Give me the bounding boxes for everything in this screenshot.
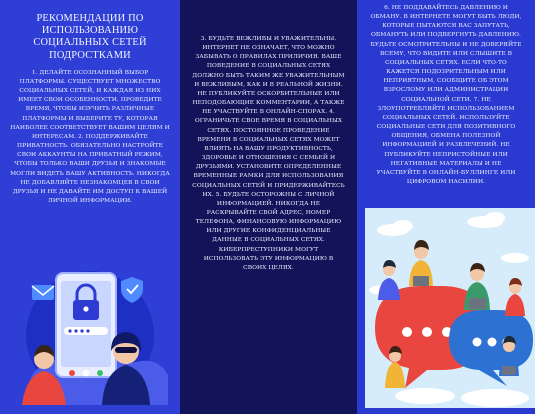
panel-3 bbox=[357, 0, 535, 414]
social-network-illustration bbox=[365, 208, 535, 408]
panel-2 bbox=[180, 0, 357, 414]
panel-3-text: 6. НЕ ПОДДАВАЙТЕСЬ ДАВЛЕНИЮ И ОБМАНУ. В ИНТЕРНЕТЕ МОГУТ БЫТЬ ЛЮДИ, КОТОРЫЕ ПЫТАЮТСЯ ВАС ЗАПУТАТЬ, ОБМАНУТЬ ИЛИ ПОДВЕРГНУТЬ ДАВЛЕНИЮ. БУДЬТЕ ОСМОТРИТЕЛЬНЫ И НЕ ДОВЕРЯЙТЕ ВСЕМУ, ЧТО ВИДИТЕ ИЛИ СЛЫШИТЕ В СОЦИАЛЬНЫХ СЕТЯХ. ЕСЛИ ЧТО-ТО КАЖЕТСЯ ПОДОЗРИТЕЛЬНЫМ ИЛИ НЕПРИЯТНЫМ, СООБЩИТЕ ОБ ЭТОМ ВЗРОСЛОМУ ИЛИ АДМИНИСТРАЦИИ СОЦИАЛЬНОЙ СЕТИ. 7. НЕ ЗЛОУПОТРЕБЛЯЙТЕ ИСПОЛЬЗОВАНИЕМ СОЦИАЛЬНЫХ СЕТЕЙ. ИСПОЛЬЗУЙТЕ СОЦИАЛЬНЫЕ СЕТИ ДЛЯ ПОЗИТИВНОГО ОБЩЕНИЯ, ОБМЕНА ПОЛЕЗНОЙ ИНФОРМАЦИЕЙ И РАЗВЛЕЧЕНИЙ. НЕ ПУБЛИКУЙТЕ НЕПРИСТОЙНЫЕ ИЛИ НЕГАТИВНЫЕ МАТЕРИАЛЫ И НЕ УЧАСТВУЙТЕ В ОНЛАЙН-БУЛЛИНГЕ ИЛИ ЦИФРОВОМ НАСИЛИИ. bbox=[370, 5, 522, 185]
cyber-security-illustration bbox=[22, 255, 168, 405]
laptop-icon bbox=[502, 366, 516, 375]
panel-1 bbox=[0, 0, 180, 414]
email-icon bbox=[32, 285, 54, 300]
laptop-icon bbox=[469, 298, 486, 309]
page-title: РЕКОМЕНДАЦИИ ПО ИСПОЛЬЗОВАНИЮ СОЦИАЛЬНЫХ СЕТЕЙ ПОДРОСТКАМИ bbox=[33, 13, 147, 61]
phone-icon bbox=[83, 370, 90, 377]
panel-1-text: 1. ДЕЛАЙТЕ ОСОЗНАННЫЙ ВЫБОР ПЛАТФОРМЫ. СУЩЕСТВУЕТ МНОЖЕСТВО СОЦИАЛЬНЫХ СЕТЕЙ, И КАЖДАЯ ИЗ НИХ ИМЕЕТ СВОИ ОСОБЕННОСТИ. ПРОВЕДИТЕ ВРЕМЯ, ЧТОБЫ ИЗУЧИТЬ РАЗЛИЧНЫЕ ПЛАТФОРМЫ И ВЫБЕРИТЕ ТУ, КОТОРАЯ НАИБОЛЕЕ СООТВЕТСТВУЕТ ВАШИМ ЦЕЛЯМ И ИНТЕРЕСАМ. 2. ПОДДЕРЖИВАЙТЕ ПРИВАТНОСТЬ. ОБЯЗАТЕЛЬНО НАСТРОЙТЕ СВОИ АККАУНТЫ НА ПРИВАТНЫЙ РЕЖИМ, ЧТОБЫ ТОЛЬКО ВАШИ ДРУЗЬЯ И ЗНАКОМЫЕ МОГЛИ ВИДЕТЬ ВАШУ АКТИВНОСТЬ. НИКОГДА НЕ ДОБАВЛЯЙТЕ НЕЗНАКОМЦЕВ В СВОИ ДРУЗЬЯ И НЕ ДАВАЙТЕ ИМ ДОСТУП К ВАШЕЙ ЛИЧНОЙ ИНФОРМАЦИИ. bbox=[10, 69, 170, 204]
panel-2-text: 3. БУДЬТЕ ВЕЖЛИВЫ И УВАЖИТЕЛЬНЫ. ИНТЕРНЕТ НЕ ОЗНАЧАЕТ, ЧТО МОЖНО ЗАБЫВАТЬ О ПРАВИЛАХ ПРИЛИЧИЯ. ВАШЕ ПОВЕДЕНИЕ В СОЦИАЛЬНЫХ СЕТЯХ ДОЛЖНО БЫТЬ ТАКИМ ЖЕ УВАЖИТЕЛЬНЫМ И ВЕЖЛИВЫМ, КАК И В РЕАЛЬНОЙ ЖИЗНИ. НЕ ПУБЛИКУЙТЕ ОСКОРБИТЕЛЬНЫЕ ИЛИ НЕПОДОБАЮЩИЕ КОММЕНТАРИИ, А ТАКЖЕ НЕ УЧАСТВУЙТЕ В ОНЛАЙН-СПОРАХ. 4. ОГРАНИЧЬТЕ СВОЕ ВРЕМЯ В СОЦИАЛЬНЫХ СЕТЯХ. ПОСТОЯННОЕ ПРОВЕДЕНИЕ ВРЕМЕНИ В СОЦИАЛЬНЫХ СЕТЯХ МОЖЕТ ВЛИЯТЬ НА ВАШУ ПРОДУКТИВНОСТЬ, ЗДОРОВЬЕ И ОТНОШЕНИЯ С СЕМЬЕЙ И ДРУЗЬЯМИ. УСТАНОВИТЕ ОПРЕДЕЛЕННЫЕ ВРЕМЕННЫЕ РАМКИ ДЛЯ ИСПОЛЬЗОВАНИЯ СОЦИАЛЬНЫХ СЕТЕЙ И ПРИДЕРЖИВАЙТЕСЬ ИХ. 5. БУДЬТЕ ОСТОРОЖНЫ С ЛИЧНОЙ ИНФОРМАЦИЕЙ. НИКОГДА НЕ РАСКРЫВАЙТЕ СВОЙ АДРЕС, НОМЕР ТЕЛЕФОНА, ФИНАНСОВУЮ ИНФОРМАЦИЮ ИЛИ ДРУГИЕ КОНФИДЕНЦИАЛЬНЫЕ ДАННЫЕ В СОЦИАЛЬНЫХ СЕТЯХ. КИБЕРПРЕСТУПНИКИ МОГУТ ИСПОЛЬЗОВАТЬ ЭТУ ИНФОРМАЦИЮ В СВОИХ ЦЕЛЯХ. bbox=[192, 36, 345, 271]
laptop-icon bbox=[413, 276, 429, 286]
